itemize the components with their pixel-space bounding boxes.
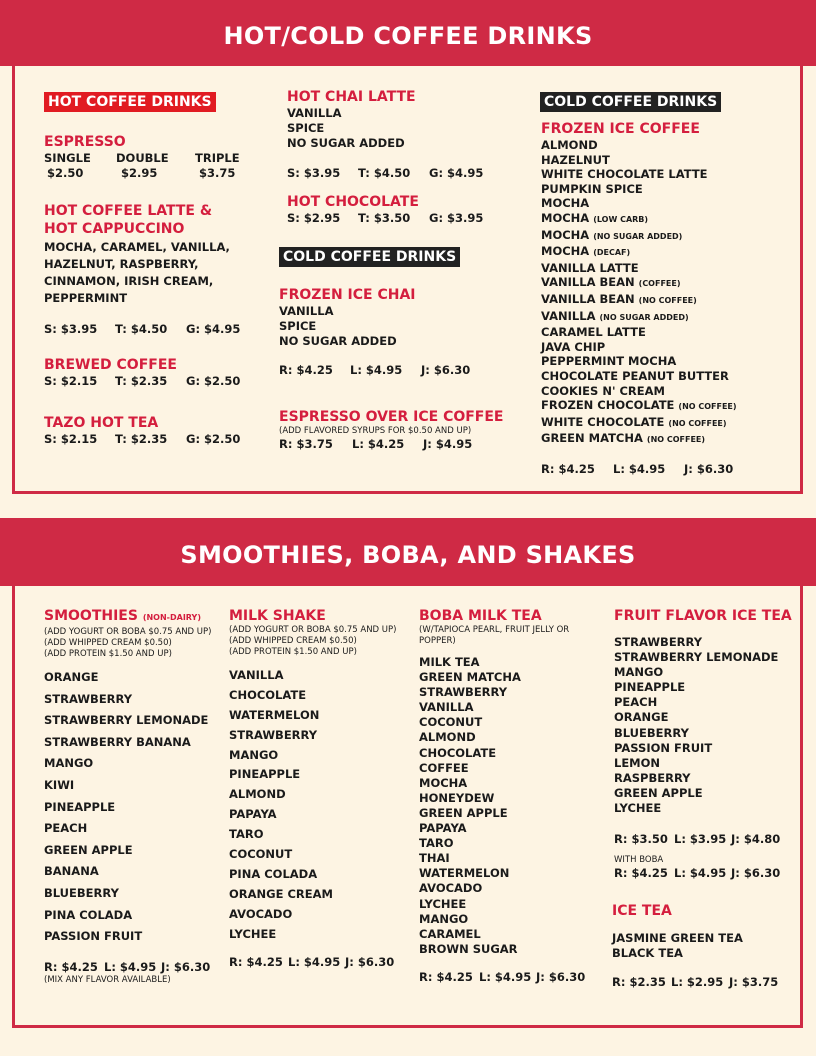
list-item: PASSION FRUIT (44, 929, 143, 944)
price: L: $4.95 (350, 363, 403, 377)
flavor-line: MOCHA, CARAMEL, VANILLA, (44, 240, 230, 254)
list-item: RASPBERRY (614, 770, 691, 785)
list-item: ORANGE (614, 710, 669, 725)
list-item: LEMON (614, 755, 661, 770)
item-name: COOKIES N' CREAM (541, 383, 665, 398)
hot-chocolate-prices (287, 211, 502, 226)
list-item (541, 167, 790, 182)
hot-chocolate-title: HOT CHOCOLATE (287, 194, 419, 210)
espresso-ice-title: ESPRESSO OVER ICE COFFEE (279, 409, 504, 425)
espresso-ice-note: (ADD FLAVORED SYRUPS FOR $0.50 AND UP) (279, 426, 472, 436)
note-line: (ADD YOGURT OR BOBA $0.75 AND UP) (44, 627, 212, 637)
list-item: PASSION FRUIT (614, 740, 713, 755)
list-item: BANANA (44, 864, 99, 879)
price: J: $3.75 (729, 975, 779, 989)
list-item: LYCHEE (614, 801, 662, 816)
list-item: THAI (419, 851, 450, 866)
list-item: PINA COLADA (229, 866, 318, 881)
list-item: PAPAYA (419, 821, 467, 836)
price: S: $2.15 (44, 432, 98, 446)
item-sub-label: (NO SUGAR ADDED) (599, 312, 689, 322)
price: J: $6.30 (421, 363, 471, 377)
price: T: $2.35 (115, 432, 168, 446)
price: R: $4.25 (419, 969, 473, 984)
item-name: VANILLA (541, 308, 596, 323)
note-line: (ADD WHIPPED CREAM $0.50) (229, 636, 357, 646)
with-boba-label: WITH BOBA (614, 855, 664, 866)
list-item: STRAWBERRY LEMONADE (614, 650, 779, 665)
price: L: $4.25 (352, 437, 405, 451)
milkshake-prices (229, 955, 401, 970)
list-item: PEACH (44, 821, 88, 836)
flavor-line: NO SUGAR ADDED (287, 136, 405, 150)
milkshake-title: MILK SHAKE (229, 608, 326, 624)
size-label: DOUBLE (116, 151, 169, 165)
item-name: JAVA CHIP (541, 339, 606, 354)
note-line: (ADD PROTEIN $1.50 AND UP) (44, 649, 172, 659)
item-sub-label: (NO COFFEE) (646, 435, 706, 445)
list-item: VANILLA (229, 668, 284, 682)
list-item: COFFEE (419, 760, 469, 775)
brewed-title: BREWED COFFEE (44, 357, 177, 373)
price: S: $3.95 (44, 322, 98, 336)
price: L: $4.95 (288, 954, 341, 969)
price: G: $4.95 (186, 322, 241, 336)
list-item: MILK TEA (419, 655, 480, 669)
cold-coffee-column (279, 247, 504, 452)
item-sub-label: (LOW CARB) (593, 214, 649, 224)
list-item: STRAWBERRY (419, 685, 508, 700)
fruit-tea-list (614, 635, 794, 816)
item-name: VANILLA LATTE (541, 260, 639, 275)
list-item: WATERMELON (229, 707, 320, 722)
list-item: PINEAPPLE (614, 680, 686, 695)
list-item: PEACH (614, 695, 658, 710)
latte-title-2: HOT CAPPUCCINO (44, 221, 185, 237)
flavor-line: NO SUGAR ADDED (279, 334, 397, 348)
list-item: ORANGE CREAM (229, 886, 333, 901)
price: $3.75 (199, 166, 236, 180)
list-item: STRAWBERRY BANANA (44, 734, 191, 749)
item-name: WHITE CHOCOLATE LATTE (541, 167, 708, 182)
price: J: $6.30 (345, 954, 395, 969)
espresso-title: ESPRESSO (44, 134, 126, 150)
price: G: $4.95 (429, 166, 484, 180)
list-item: HONEYDEW (419, 790, 495, 805)
price: R: $4.25 (541, 461, 595, 476)
flavor-line: VANILLA (279, 304, 334, 318)
flavor-line: HAZELNUT, RASPBERRY, (44, 257, 199, 271)
chai-title: HOT CHAI LATTE (287, 89, 416, 105)
espresso-prices (44, 166, 244, 181)
item-sub-label: (NO COFFEE) (638, 295, 697, 305)
list-item: ALMOND (229, 787, 286, 802)
item-sub-label: (DECAF) (593, 248, 631, 258)
latte-prices (44, 322, 244, 337)
price: J: $4.95 (423, 437, 473, 451)
list-item: STRAWBERRY (614, 635, 703, 649)
flavor-line: PEPPERMINT (44, 291, 128, 305)
list-item: ORANGE (44, 670, 99, 684)
list-item: BLUEBERRY (44, 885, 119, 900)
price: R: $4.25 (229, 954, 283, 969)
item-name: ALMOND (541, 138, 598, 152)
price: R: $3.50 (614, 832, 668, 847)
smoothies-title (44, 607, 216, 627)
list-item: COCONUT (229, 847, 293, 862)
item-name: PEPPERMINT MOCHA (541, 354, 677, 369)
price: J: $6.30 (536, 969, 586, 984)
ice-tea-title: ICE TEA (612, 903, 672, 919)
list-item (541, 354, 790, 369)
list-item: BLACK TEA (612, 946, 683, 960)
frozen-chai-prices (279, 363, 504, 378)
ice-tea-prices (612, 975, 792, 990)
list-item (541, 398, 790, 415)
list-item (541, 153, 790, 168)
list-item: LYCHEE (419, 896, 467, 911)
note-line: (ADD YOGURT OR BOBA $0.75 AND UP) (229, 625, 397, 635)
smoothies-title-sub: (NON-DAIRY) (142, 613, 201, 622)
item-name: MOCHA (541, 227, 590, 242)
flavor-line: CINNAMON, IRISH CREAM, (44, 274, 214, 288)
list-item: MANGO (419, 911, 469, 926)
brewed-prices (44, 374, 244, 389)
list-item: MANGO (614, 665, 664, 680)
list-item (541, 384, 790, 399)
list-item: CHOCOLATE (419, 745, 497, 760)
item-name: CARAMEL LATTE (541, 325, 646, 340)
list-item (541, 340, 790, 355)
list-item: GREEN MATCHA (419, 670, 521, 685)
list-item (541, 228, 790, 245)
price: G: $2.50 (186, 432, 241, 446)
list-item: TARO (229, 827, 264, 842)
chai-column (287, 88, 502, 226)
list-item: BROWN SUGAR (419, 941, 518, 956)
item-sub-label: (NO COFFEE) (678, 402, 737, 412)
price: L: $4.95 (674, 866, 727, 881)
price: T: $2.35 (115, 374, 168, 388)
list-item: KIWI (44, 777, 75, 792)
latte-title-1: HOT COFFEE LATTE & (44, 203, 213, 219)
smoothies-prices (44, 960, 216, 975)
price: L: $3.95 (674, 832, 727, 847)
list-item (541, 325, 790, 340)
item-sub-label: (NO SUGAR ADDED) (593, 231, 683, 241)
size-label: SINGLE (44, 151, 91, 165)
list-item (541, 244, 790, 261)
smoothies-section-title: SMOOTHIES, BOBA, AND SHAKES (0, 518, 816, 586)
item-name: MOCHA (541, 196, 590, 211)
item-name: GREEN MATCHA (541, 431, 643, 446)
list-item: PINEAPPLE (44, 799, 116, 814)
price: R: $2.35 (612, 975, 666, 989)
hot-coffee-column (44, 92, 244, 447)
price: R: $3.75 (279, 437, 333, 451)
price: R: $4.25 (44, 960, 98, 975)
list-item (541, 415, 790, 432)
list-item: GREEN APPLE (614, 785, 703, 800)
size-label: TRIPLE (195, 151, 240, 165)
coffee-section-title: HOT/COLD COFFEE DRINKS (0, 0, 816, 66)
list-item: BLUEBERRY (614, 725, 689, 740)
smoothies-title-text: SMOOTHIES (44, 608, 138, 624)
boba-title: BOBA MILK TEA (419, 608, 542, 624)
list-item: GREEN APPLE (419, 805, 508, 820)
item-sub-label: (NO COFFEE) (668, 418, 727, 428)
cold-coffee-header: COLD COFFEE DRINKS (279, 247, 460, 267)
price: S: $3.95 (287, 166, 341, 180)
item-sub-label: (COFFEE) (638, 279, 681, 289)
item-name: CHOCOLATE PEANUT BUTTER (541, 368, 729, 383)
ice-tea-column (612, 902, 792, 990)
item-name: VANILLA BEAN (541, 291, 635, 306)
with-boba-prices (614, 866, 794, 881)
list-item: MANGO (229, 747, 279, 762)
list-item: GREEN APPLE (44, 842, 133, 857)
note-line: (ADD WHIPPED CREAM $0.50) (44, 638, 172, 648)
list-item: CHOCOLATE (229, 687, 307, 702)
price: T: $4.50 (358, 166, 411, 180)
price: G: $3.95 (429, 211, 484, 225)
flavor-line: SPICE (287, 121, 325, 135)
price: J: $6.30 (161, 960, 211, 975)
list-item (541, 292, 790, 309)
fruit-tea-title: FRUIT FLAVOR ICE TEA (614, 608, 792, 624)
price: L: $4.95 (479, 969, 532, 984)
list-item: PINEAPPLE (229, 767, 301, 782)
list-item: AVOCADO (229, 906, 293, 921)
item-name: FROZEN CHOCOLATE (541, 398, 675, 413)
list-item (541, 431, 790, 448)
item-name: MOCHA (541, 244, 590, 259)
list-item: STRAWBERRY LEMONADE (44, 713, 209, 728)
espresso-ice-prices (279, 437, 504, 452)
list-item: VANILLA (419, 700, 474, 715)
list-item (541, 275, 790, 292)
list-item: PINA COLADA (44, 907, 133, 922)
list-item: COCONUT (419, 715, 483, 730)
item-name: MOCHA (541, 210, 590, 225)
list-item (541, 196, 790, 211)
price: L: $4.95 (104, 960, 157, 975)
price: J: $4.80 (731, 832, 781, 847)
cold-coffee-header-2: COLD COFFEE DRINKS (540, 92, 721, 112)
price: S: $2.95 (287, 211, 341, 225)
price: T: $4.50 (115, 322, 168, 336)
item-name: VANILLA BEAN (541, 275, 635, 290)
boba-column (419, 607, 594, 985)
price: S: $2.15 (44, 374, 98, 388)
tazo-prices (44, 432, 244, 447)
tazo-title: TAZO HOT TEA (44, 415, 159, 431)
chai-prices (287, 166, 502, 181)
frozen-coffee-title: FROZEN ICE COFFEE (541, 121, 700, 137)
smoothies-column (44, 607, 216, 986)
list-item: JASMINE GREEN TEA (612, 931, 743, 945)
list-item: WATERMELON (419, 866, 510, 881)
frozen-coffee-list (540, 138, 790, 448)
price: T: $3.50 (358, 211, 411, 225)
smoothies-list (44, 670, 216, 944)
boba-prices (419, 970, 594, 985)
list-item (541, 261, 790, 276)
price: J: $6.30 (731, 866, 781, 881)
list-item (541, 211, 790, 228)
price: $2.95 (121, 166, 158, 180)
price: L: $4.95 (613, 461, 666, 476)
list-item (541, 182, 790, 197)
latte-flavors (44, 239, 244, 307)
price: R: $4.25 (614, 866, 668, 881)
hot-coffee-header: HOT COFFEE DRINKS (44, 92, 216, 112)
list-item: TARO (419, 836, 454, 851)
fruit-tea-prices (614, 832, 794, 847)
note-line: (ADD PROTEIN $1.50 AND UP) (229, 647, 357, 657)
list-item: CARAMEL (419, 926, 481, 941)
fruit-tea-column (614, 607, 794, 881)
flavor-line: SPICE (279, 319, 317, 333)
list-item: STRAWBERRY (44, 691, 133, 706)
list-item: AVOCADO (419, 881, 483, 896)
price: G: $2.50 (186, 374, 241, 388)
list-item: STRAWBERRY (229, 727, 318, 742)
item-name: HAZELNUT (541, 152, 610, 167)
frozen-chai-title: FROZEN ICE CHAI (279, 287, 416, 303)
boba-list (419, 655, 594, 957)
frozen-coffee-prices (540, 462, 790, 477)
espresso-sizes (44, 151, 244, 166)
list-item: MANGO (44, 756, 94, 771)
milkshake-list (229, 668, 401, 942)
list-item: ALMOND (419, 730, 476, 745)
milkshake-column (229, 607, 401, 970)
list-item: LYCHEE (229, 926, 277, 941)
price: R: $4.25 (279, 363, 333, 377)
price: L: $2.95 (671, 975, 724, 989)
list-item (541, 309, 790, 326)
flavor-line: VANILLA (287, 106, 342, 120)
item-name: PUMPKIN SPICE (541, 181, 643, 196)
item-name: WHITE CHOCOLATE (541, 414, 665, 429)
list-item: PAPAYA (229, 807, 277, 822)
list-item: MOCHA (419, 775, 468, 790)
price: J: $6.30 (684, 461, 734, 476)
smoothies-footnote: (MIX ANY FLAVOR AVAILABLE) (44, 975, 171, 986)
boba-note: (W/TAPIOCA PEARL, FRUIT JELLY OR POPPER) (419, 625, 570, 646)
price: $2.50 (47, 166, 84, 180)
list-item (541, 369, 790, 384)
list-item (541, 138, 790, 153)
frozen-coffee-column (540, 92, 790, 477)
